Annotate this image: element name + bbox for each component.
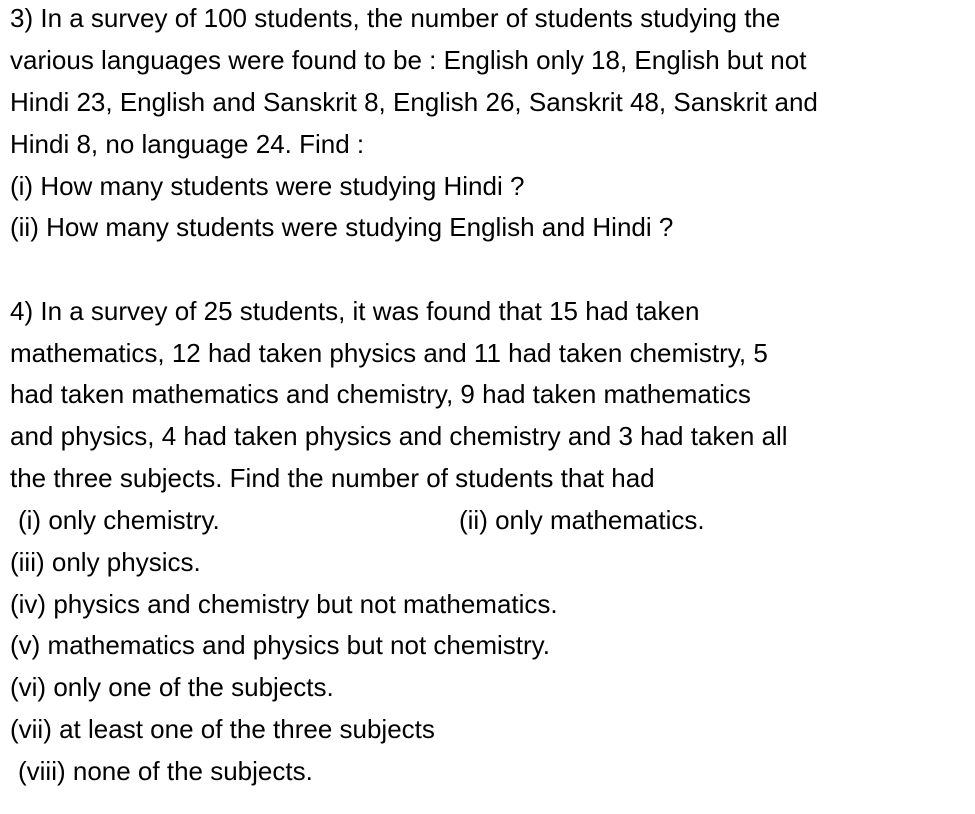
question-3-line-3: Hindi 23, English and Sanskrit 8, English 26, Sanskrit 48, Sanskrit and [10, 87, 818, 117]
question-4-part-vi: (vi) only one of the subjects. [10, 672, 334, 702]
question-4-part-iii: (iii) only physics. [10, 547, 201, 577]
question-4-part-v: (v) mathematics and physics but not chemistry. [10, 630, 550, 660]
question-3-part-ii: (ii) How many students were studying English and Hindi ? [10, 212, 674, 242]
question-4-part-iv: (iv) physics and chemistry but not mathematics. [10, 589, 558, 619]
question-4-part-viii: (viii) none of the subjects. [18, 756, 313, 786]
question-4-part-vii: (vii) at least one of the three subjects [10, 714, 435, 744]
question-4-line-2: mathematics, 12 had taken physics and 11 had taken chemistry, 5 [10, 338, 768, 368]
question-4-line-5: the three subjects. Find the number of students that had [10, 463, 655, 493]
question-3-line-1: 3) In a survey of 100 students, the number of students studying the [10, 3, 781, 33]
question-3-part-i: (i) How many students were studying Hindi ? [10, 171, 525, 201]
question-4-line-1: 4) In a survey of 25 students, it was found that 15 had taken [10, 296, 700, 326]
question-3-line-4: Hindi 8, no language 24. Find : [10, 129, 365, 159]
question-4-line-3: had taken mathematics and chemistry, 9 had taken mathematics [10, 379, 751, 409]
question-3-line-2: various languages were found to be : English only 18, English but not [10, 45, 807, 75]
question-4-part-ii: (ii) only mathematics. [459, 505, 705, 535]
question-4-line-4: and physics, 4 had taken physics and chemistry and 3 had taken all [10, 421, 788, 451]
question-4-part-i: (i) only chemistry. [18, 505, 220, 535]
